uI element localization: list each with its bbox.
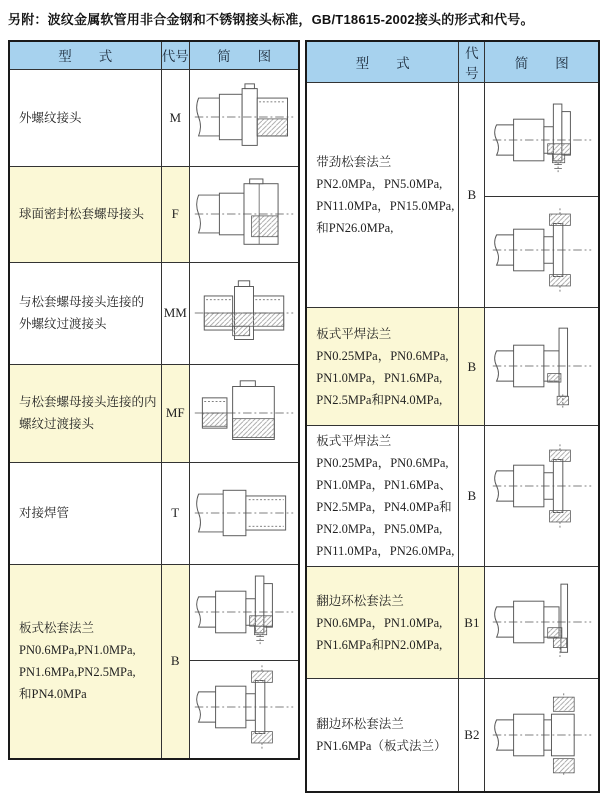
type-text-line: 外螺纹接头 (19, 110, 82, 125)
type-text-line: PN2.5MPa和PN4.0MPa, (316, 392, 443, 407)
table-row (9, 462, 299, 564)
type-text-line: PN0.25MPa，PN0.6MPa, (316, 456, 449, 470)
header-row (9, 41, 299, 69)
type-cell (9, 69, 161, 166)
diagram-cell (485, 567, 599, 679)
type-cell (306, 308, 459, 426)
type-cell (306, 567, 459, 679)
table-row (306, 83, 599, 308)
fitting-table-right (305, 40, 600, 793)
type-text-line: 板式平焊法兰 (316, 434, 392, 448)
col-header-code: 代号 (161, 41, 190, 69)
fitting-drawing (489, 691, 595, 779)
diagram-cell (485, 426, 599, 567)
type-text-line: PN0.6MPa，PN1.0MPa, (316, 615, 443, 630)
diagram-cell (485, 679, 599, 792)
tables-area (8, 40, 600, 793)
diagram-cell (190, 564, 300, 759)
plate-loose-flange-diagram (485, 83, 598, 196)
type-cell (9, 262, 161, 364)
type-text-line: 螺纹过渡接头 (19, 417, 95, 431)
code-cell: B (459, 426, 485, 567)
fitting-drawing (191, 469, 297, 557)
col-header-diagram: 简 图 (485, 41, 599, 83)
code-cell: B2 (459, 679, 485, 792)
code-cell: B (161, 564, 190, 759)
type-text-line: 与松套螺母接头连接的内 (19, 395, 157, 409)
diagram-cell (190, 462, 300, 564)
type-text-line: PN1.0MPa，PN1.6MPa、 (316, 478, 452, 492)
lapped-ring-flange-diagram (485, 567, 598, 677)
type-text-line: PN1.6MPa,PN2.5MPa, (19, 665, 136, 680)
page-title: 另附：波纹金属软管用非合金钢和不锈钢接头标准，GB/T18615-2002接头的形式和代号。 (8, 12, 534, 27)
table-row (306, 679, 599, 792)
type-text-line: 与松套螺母接头连接的 (19, 295, 145, 309)
type-text-line: PN1.6MPa（板式法兰） (316, 738, 447, 753)
table-row (9, 166, 299, 262)
type-text-line: 翻边环松套法兰 (316, 716, 404, 731)
code-cell: T (161, 462, 190, 564)
diagram-cell (190, 166, 300, 262)
type-text-line: 板式平焊法兰 (316, 326, 392, 341)
type-text-line: PN11.0MPa，PN26.0MPa, (316, 544, 455, 558)
butt-weld-pipe-diagram (190, 463, 298, 563)
neck-flange-diagram (190, 660, 298, 754)
fitting-drawing (191, 269, 297, 357)
type-text-line: 翻边环松套法兰 (316, 593, 404, 608)
type-text-line: 球面密封松套螺母接头 (19, 207, 145, 221)
fitting-drawing (489, 578, 595, 666)
type-text-line: 和PN26.0MPa, (316, 221, 394, 235)
fitting-drawing (489, 206, 595, 294)
lapped-plate-flange-diagram (485, 679, 598, 790)
code-cell: B (459, 308, 485, 426)
fitting-drawing (191, 73, 297, 161)
tall-plate-flange-diagram (485, 308, 598, 424)
col-header-type: 型 式 (9, 41, 161, 69)
code-cell: M (161, 69, 190, 166)
header-row (306, 41, 599, 83)
diagram-cell (190, 364, 300, 462)
male-female-adapter-diagram (190, 365, 298, 461)
table-row (306, 308, 599, 426)
code-cell: B1 (459, 567, 485, 679)
code-cell: MF (161, 364, 190, 462)
fitting-drawing (191, 663, 297, 751)
plate-loose-flange-diagram (190, 565, 298, 660)
fitting-drawing (489, 322, 595, 410)
table-row (306, 426, 599, 567)
fitting-table-left (8, 40, 300, 760)
diagram-cell (190, 69, 300, 166)
type-text-line: PN1.0MPa，PN1.6MPa, (316, 370, 443, 385)
col-header-code: 代号 (459, 41, 485, 83)
fitting-drawing (489, 442, 595, 530)
fitting-drawing (191, 369, 297, 457)
diagram-cell (485, 308, 599, 426)
male-male-adapter-diagram (190, 263, 298, 363)
table-row (306, 567, 599, 679)
type-cell (306, 426, 459, 567)
type-cell (9, 564, 161, 759)
type-text-line: 外螺纹过渡接头 (19, 317, 107, 331)
col-header-diagram: 简 图 (190, 41, 300, 69)
table-row (9, 364, 299, 462)
type-text-line: PN0.6MPa,PN1.0MPa, (19, 643, 136, 658)
type-text-line: 对接焊管 (19, 506, 70, 520)
diagram-cell (190, 262, 300, 364)
type-cell (9, 364, 161, 462)
col-header-type: 型 式 (306, 41, 459, 83)
code-cell: F (161, 166, 190, 262)
neck-flange-diagram (485, 426, 598, 546)
neck-flange-diagram (485, 196, 598, 302)
type-text-line: PN1.6MPa和PN2.0MPa, (316, 637, 443, 652)
type-text-line: 带劲松套法兰 (316, 155, 392, 169)
table-row (9, 564, 299, 759)
type-text-line: PN2.0MPa，PN5.0MPa, (316, 522, 443, 536)
type-cell (306, 83, 459, 308)
type-cell (9, 166, 161, 262)
type-text-line: PN2.5MPa，PN4.0MPa和 (316, 500, 452, 514)
fitting-drawing (191, 170, 297, 258)
type-text-line: 和PN4.0MPa (19, 687, 87, 702)
fitting-drawing (489, 96, 595, 184)
male-thread-fitting-diagram (190, 70, 298, 165)
table-row (9, 69, 299, 166)
code-cell: MM (161, 262, 190, 364)
loose-nut-fitting-diagram (190, 167, 298, 261)
code-cell: B (459, 83, 485, 308)
type-cell (9, 462, 161, 564)
table-row (9, 262, 299, 364)
type-cell (306, 679, 459, 792)
type-text-line: 板式松套法兰 (19, 621, 95, 636)
type-text-line: PN11.0MPa，PN15.0MPa, (316, 199, 455, 213)
type-text-line: PN2.0MPa，PN5.0MPa, (316, 177, 443, 191)
diagram-cell (485, 83, 599, 308)
type-text-line: PN0.25MPa，PN0.6MPa, (316, 348, 449, 363)
fitting-drawing (191, 568, 297, 656)
